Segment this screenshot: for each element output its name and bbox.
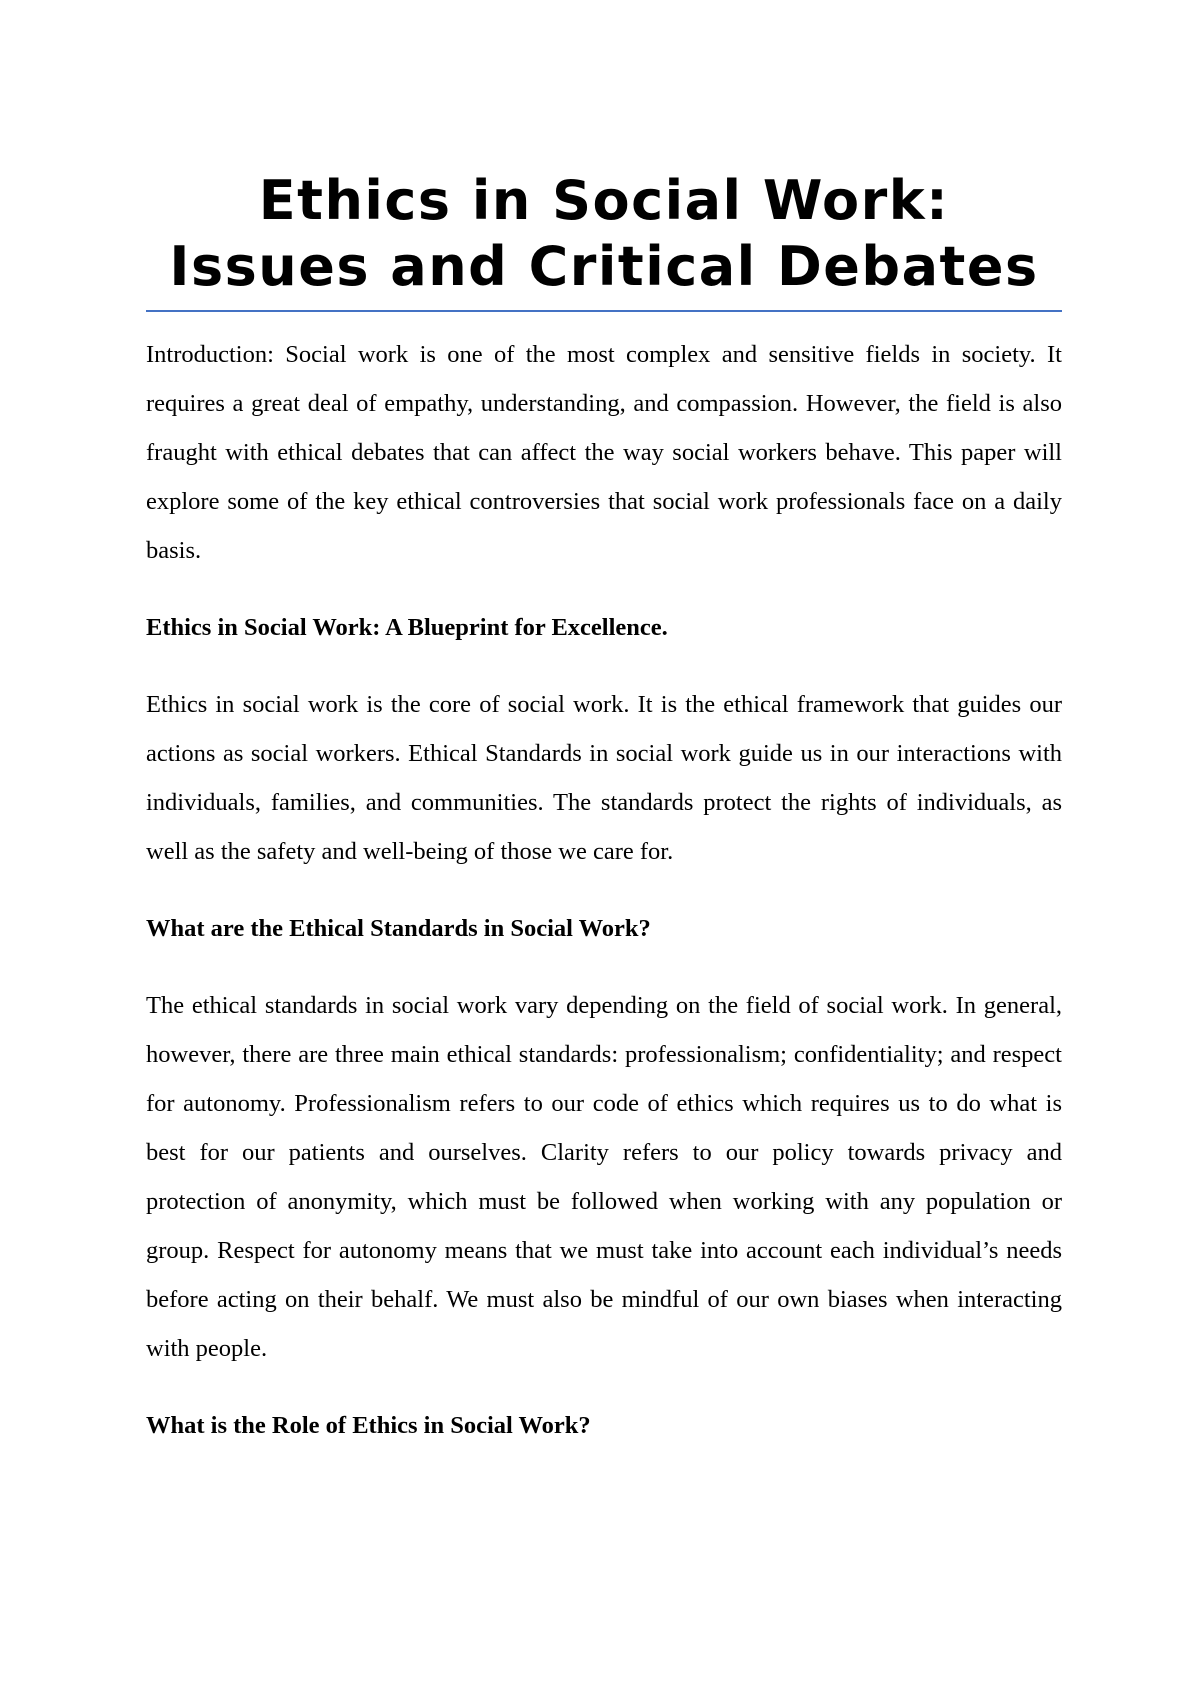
intro-paragraph: Introduction: Social work is one of the most complex and sensitive fields in society. It requires a great deal of empathy, understanding, and compassion. However, the field is also fraught with ethical debates that can affect the way social workers behave. This paper will explore some of the key ethical controversies that social work professionals face on a daily basis. xyxy=(146,341,1062,564)
heading-ethical-standards: What are the Ethical Standards in Social Work? xyxy=(146,915,651,942)
blueprint-paragraph: Ethics in social work is the core of social work. It is the ethical framework that guides our actions as social workers. Ethical Standards in social work guide us in our interactions with individuals, families, and communities. The standards protect the rights of individuals, as well as the safety and well-being of those we care for. xyxy=(146,691,1062,865)
document-body xyxy=(146,330,1062,1478)
ethical-standards-paragraph: The ethical standards in social work vary depending on the field of social work. In general, however, there are three main ethical standards: professionalism; confidentiality; and respect for autonomy. Professionalism refers to our code of ethics which requires us to do what is best for our patients and ourselves. Clarity refers to our policy towards privacy and protection of anonymity, which must be followed when working with any population or group. Respect for autonomy means that we must take into account each individual’s needs before acting on their behalf. We must also be mindful of our own biases when interacting with people. xyxy=(146,992,1062,1362)
heading-blueprint: Ethics in Social Work: A Blueprint for Excellence. xyxy=(146,614,668,641)
heading-role-of-ethics: What is the Role of Ethics in Social Work? xyxy=(146,1412,591,1439)
title-line-2: Issues and Critical Debates xyxy=(169,235,1039,298)
document-title xyxy=(146,168,1062,300)
title-underline-rule xyxy=(146,310,1062,312)
title-line-1: Ethics in Social Work: xyxy=(258,169,950,232)
